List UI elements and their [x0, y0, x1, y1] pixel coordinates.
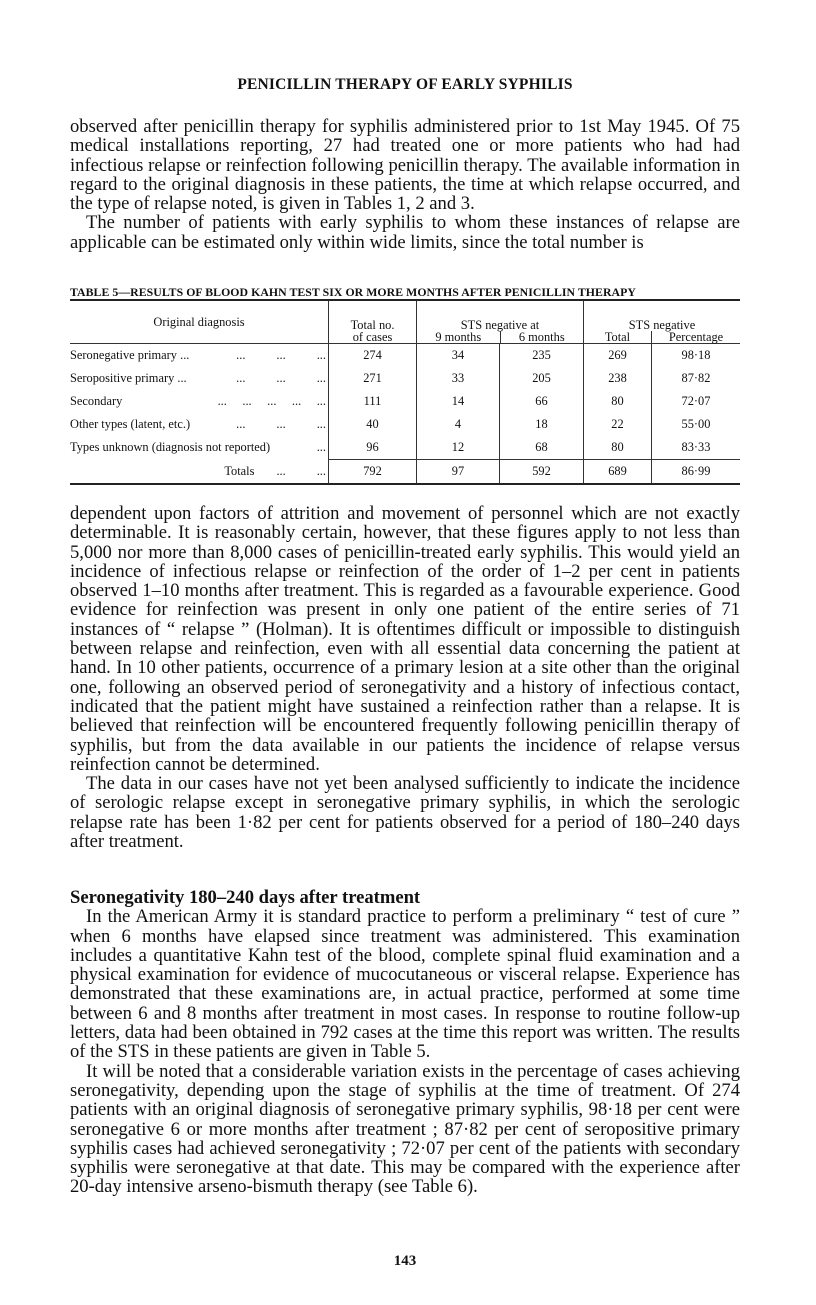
- paragraph: In the American Army it is standard practice to perform a preliminary “ test of cure ” when 6 months have elapsed since treatment was administered. This examination includes a quantitative Kahn test of the blood, complete spinal fluid examination and a physical examination for evidence of mucocutaneous or visceral relapse. Experience has demonstrated that these examinations are, in actual practice, performed at some time between 6 and 8 months after treatment in most cases. In response to routine follow-up letters, data had been obtained in 792 cases at the time this report was written. The results of the STS in these patients are given in Table 5.: [70, 906, 740, 1063]
- cell-sts-total: 689: [584, 460, 652, 485]
- cell-sts-total: 22: [584, 413, 652, 436]
- header-total-cases-line1: Total no.: [350, 318, 395, 332]
- paragraph: It will be noted that a considerable variation exists in the percentage of cases achieving seronegativity, depending upon the stage of syphilis at the time of treatment. Of 274 patients with an original diagnosis of seronegative primary syphilis, 98·18 per cent were seronegative 6 or more months after treatment ; 87·82 per cent of seropositive primary syphilis cases had achieved seronegativity ; 72·07 per cent of the patients with secondary syphilis were seronegative at that date. This may be compared with the experience after 20-day intensive arseno-bismuth therapy (see Table 6).: [70, 1060, 740, 1198]
- leader-dots: ... ... ...: [236, 371, 326, 385]
- section-seronegativity: [70, 888, 740, 1197]
- discussion-text-block: [70, 504, 740, 851]
- header-6-months: 6 months: [500, 331, 584, 343]
- row-diagnosis: Seronegative primary ...: [70, 348, 190, 362]
- cell-total-cases: 792: [329, 460, 417, 485]
- cell-6-months: 235: [500, 344, 584, 368]
- paragraph: dependent upon factors of attrition and movement of personnel which are not exactly determinable. It is reasonably certain, however, that these figures apply to not less than 5,000 nor more than 8,000 cases of penicillin-treated early syphilis. This would yield an incidence of infectious relapse or reinfection of the order of 1–2 per cent in patients observed 1–10 months after treatment. This is regarded as a favourable experience. Good evidence for reinfection was present in only one patient of the entire series of 71 instances of “ relapse ” (Holman). It is oftentimes difficult or impossible to distinguish between relapse and reinfection, even with all essential data concerning the patient at hand. In 10 other patients, occurrence of a primary lesion at a site other than the original one, following an observed period of seronegativity and a history of infectious contact, indicated that the patient might have sustained a reinfection rather than a relapse. It is believed that reinfection will be encountered frequently following penicillin therapy of syphilis, but from the data available in our patients the incidence of relapse versus reinfection cannot be determined.: [70, 503, 740, 775]
- paragraph: The data in our cases have not yet been analysed sufficiently to indicate the incidence of serologic relapse except in seronegative primary syphilis, in which the serologic relapse rate has been 1·82 per cent for patients observed for a period of 180–240 days after treatment.: [70, 773, 740, 853]
- cell-sts-total: 80: [584, 436, 652, 460]
- row-diagnosis: Seropositive primary ...: [70, 371, 187, 385]
- cell-6-months: 68: [500, 436, 584, 460]
- table-row: [70, 344, 740, 368]
- cell-percentage: 72·07: [652, 390, 741, 413]
- cell-total-cases: 111: [329, 390, 417, 413]
- table-caption: TABLE 5—RESULTS OF BLOOD KAHN TEST SIX OR MORE MONTHS AFTER PENICILLIN THERAPY: [70, 285, 636, 299]
- header-sts-negative: [584, 300, 741, 344]
- paragraph: observed after penicillin therapy for syphilis administered prior to 1st May 1945. Of 75 medical installations reporting, 27 had treated one or more patients who had had infectious relapse or reinfection following penicillin therapy. The available information in regard to the original diagnosis in these patients, the time at which relapse occurred, and the type of relapse noted, is given in Tables 1, 2 and 3.: [70, 116, 740, 215]
- cell-sts-total: 238: [584, 367, 652, 390]
- totals-label: Totals: [224, 463, 255, 478]
- section-heading: Seronegativity 180–240 days after treatment: [70, 887, 421, 908]
- cell-9-months: 34: [417, 344, 500, 368]
- cell-percentage: 83·33: [652, 436, 741, 460]
- cell-total-cases: 274: [329, 344, 417, 368]
- header-percentage: Percentage: [651, 331, 740, 343]
- header-sts-negative-label: STS negative: [628, 318, 696, 332]
- header-original-diagnosis: Original diagnosis: [70, 300, 329, 344]
- header-sts-total: Total: [604, 330, 631, 344]
- header-total-cases: [329, 300, 417, 344]
- row-diagnosis: Other types (latent, etc.): [70, 417, 191, 431]
- cell-total-cases: 271: [329, 367, 417, 390]
- cell-6-months: 205: [500, 367, 584, 390]
- table-row: [70, 367, 740, 390]
- row-diagnosis: Secondary: [70, 394, 123, 408]
- table-row: [70, 390, 740, 413]
- cell-9-months: 12: [417, 436, 500, 460]
- header-total-cases-line2: of cases: [352, 330, 393, 344]
- paragraph: The number of patients with early syphilis to whom these instances of relapse are applicable can be estimated only within wide limits, since the total number is: [70, 212, 740, 253]
- cell-9-months: 14: [417, 390, 500, 413]
- kahn-test-table: [70, 299, 740, 485]
- leader-dots: ... ... ...: [236, 348, 326, 362]
- header-sts-negative-at: [417, 300, 584, 344]
- cell-percentage: 87·82: [652, 367, 741, 390]
- cell-percentage: 55·00: [652, 413, 741, 436]
- leader-dots: ... ...: [276, 463, 326, 478]
- cell-6-months: 66: [500, 390, 584, 413]
- cell-total-cases: 96: [329, 436, 417, 460]
- header-sts-negative-at-label: STS negative at: [460, 318, 540, 332]
- cell-total-cases: 40: [329, 413, 417, 436]
- leader-dots: ...: [316, 440, 326, 455]
- cell-9-months: 97: [417, 460, 500, 485]
- page-number: 143: [393, 1253, 417, 1269]
- cell-9-months: 4: [417, 413, 500, 436]
- table-totals-row: [70, 460, 740, 485]
- running-head: PENICILLIN THERAPY OF EARLY SYPHILIS: [237, 76, 573, 93]
- cell-6-months: 18: [500, 413, 584, 436]
- cell-percentage: 98·18: [652, 344, 741, 368]
- row-diagnosis: Types unknown (diagnosis not reported): [70, 440, 271, 455]
- intro-text-block: [70, 117, 740, 252]
- table-header-row: [70, 300, 740, 344]
- cell-9-months: 33: [417, 367, 500, 390]
- cell-percentage: 86·99: [652, 460, 741, 485]
- results-table: [70, 299, 740, 485]
- leader-dots: ... ... ...: [236, 417, 326, 431]
- cell-6-months: 592: [500, 460, 584, 485]
- table-row: [70, 436, 740, 460]
- cell-sts-total: 269: [584, 344, 652, 368]
- header-9-months: 9 months: [435, 330, 482, 344]
- leader-dots: ... ... ... ... ...: [217, 394, 326, 408]
- table-row: [70, 413, 740, 436]
- cell-sts-total: 80: [584, 390, 652, 413]
